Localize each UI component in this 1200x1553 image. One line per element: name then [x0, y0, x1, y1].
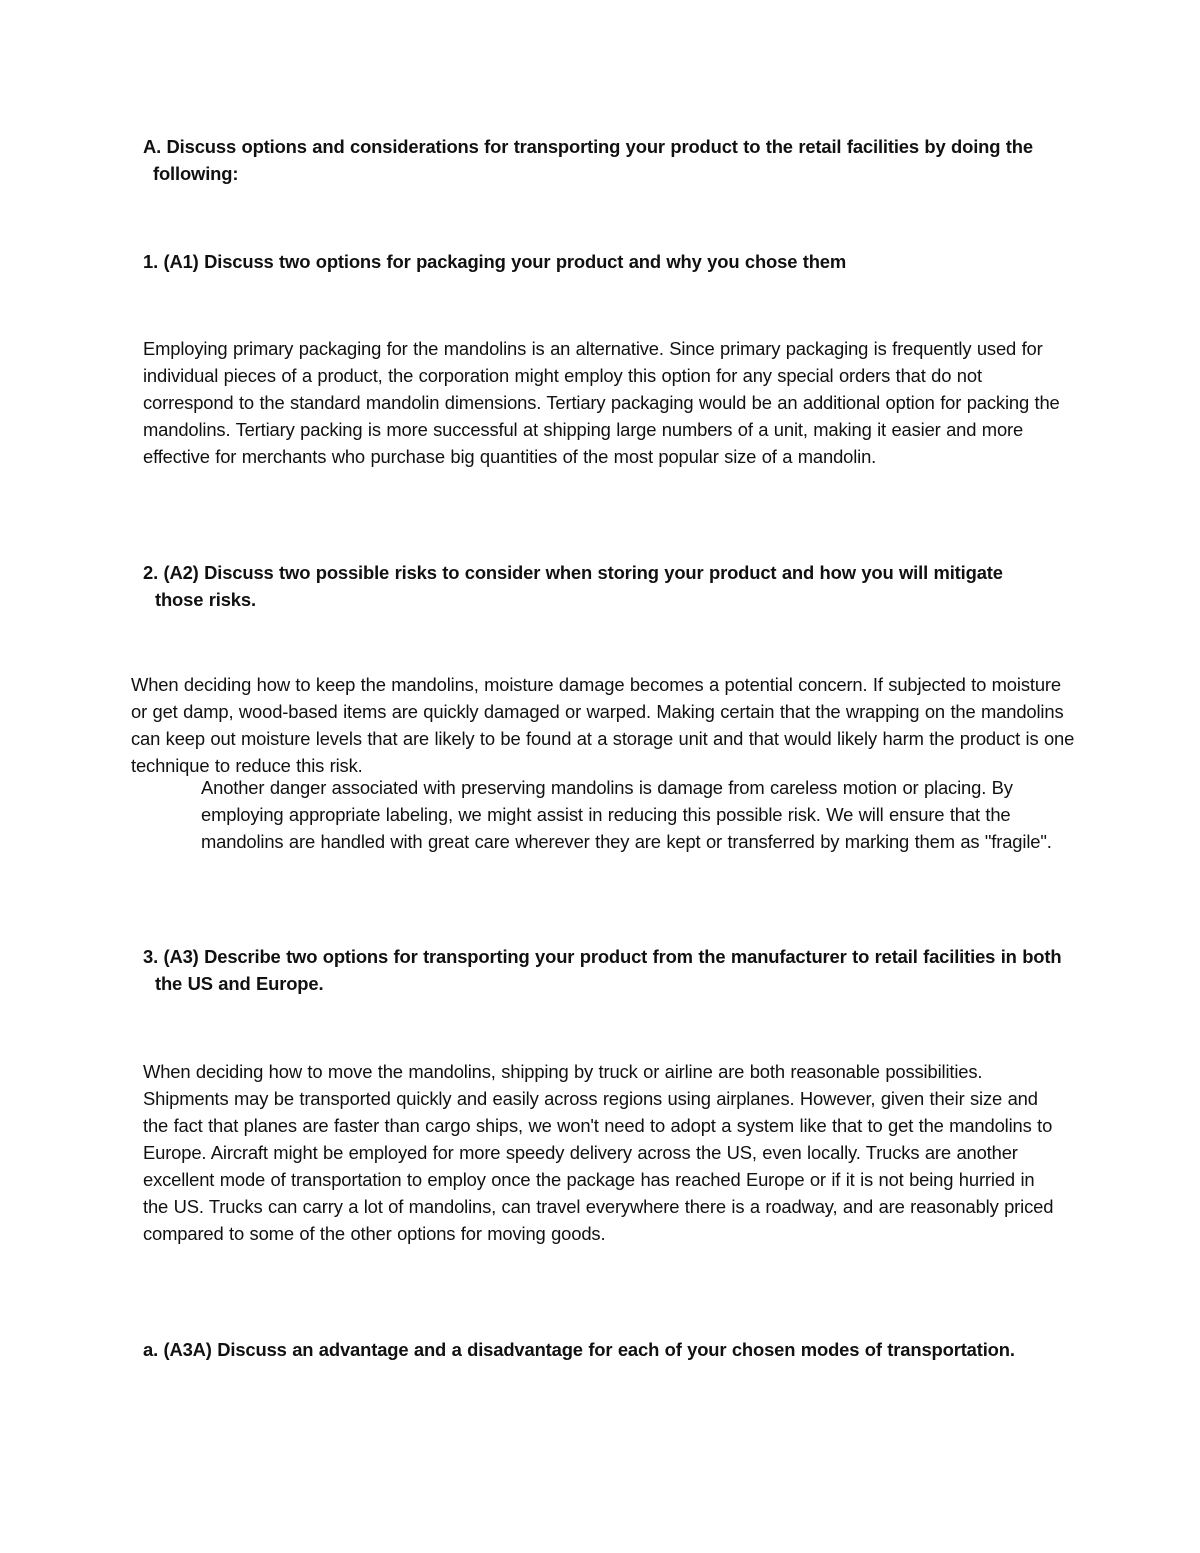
a3-answer: When deciding how to move the mandolins, shipping by truck or airline are both reasonable possibilities. Shipments may be transported quickly and easily across regions using airplanes. However, given their size and the fact that planes are faster than cargo ships, we won't need to adopt a system like that to get the mandolins to Europe. Aircraft might be employed for more speedy delivery across the US, even locally. Trucks are another excellent mode of transportation to employ once the package has reached Europe or if it is not being hurried in the US. Trucks can carry a lot of mandolins, can travel everywhere there is a roadway, and are reasonably priced compared to some of the other options for moving goods. — [143, 1061, 1054, 1244]
a2-heading: 2. (A2) Discuss two possible risks to consider when storing your product and how you will mitigate those risks. — [143, 562, 1003, 610]
section-a-heading: A. Discuss options and considerations for transporting your product to the retail facilities by doing the following: — [143, 136, 1033, 184]
a1-answer: Employing primary packaging for the mandolins is an alternative. Since primary packaging is frequently used for individual pieces of a product, the corporation might employ this option for any special orders that do not correspond to the standard mandolin dimensions. Tertiary packaging would be an additional option for packing the mandolins. Tertiary packing is more successful at shipping large numbers of a unit, making it easier and more effective for merchants who purchase big quantities of the most popular size of a mandolin. — [143, 338, 1060, 467]
a2-answer-paragraph-2: Another danger associated with preserving mandolins is damage from careless motion or placing. By employing appropriate labeling, we might assist in reducing this possible risk. We will ensure that the mandolins are handled with great care wherever they are kept or transferred by marking them as "fragile". — [201, 777, 1052, 852]
a3a-heading: a. (A3A) Discuss an advantage and a disadvantage for each of your chosen modes of transportation. — [143, 1339, 1015, 1360]
a2-answer-paragraph-1: When deciding how to keep the mandolins, moisture damage becomes a potential concern. If subjected to moisture or get damp, wood-based items are quickly damaged or warped. Making certain that the wrapping on the mandolins can keep out moisture levels that are likely to be found at a storage unit and that would likely harm the product is one technique to reduce this risk. — [131, 674, 1075, 776]
a1-heading: 1. (A1) Discuss two options for packaging your product and why you chose them — [143, 251, 847, 272]
a3-heading: 3. (A3) Describe two options for transporting your product from the manufacturer to retail facilities in both the US and Europe. — [143, 946, 1062, 994]
